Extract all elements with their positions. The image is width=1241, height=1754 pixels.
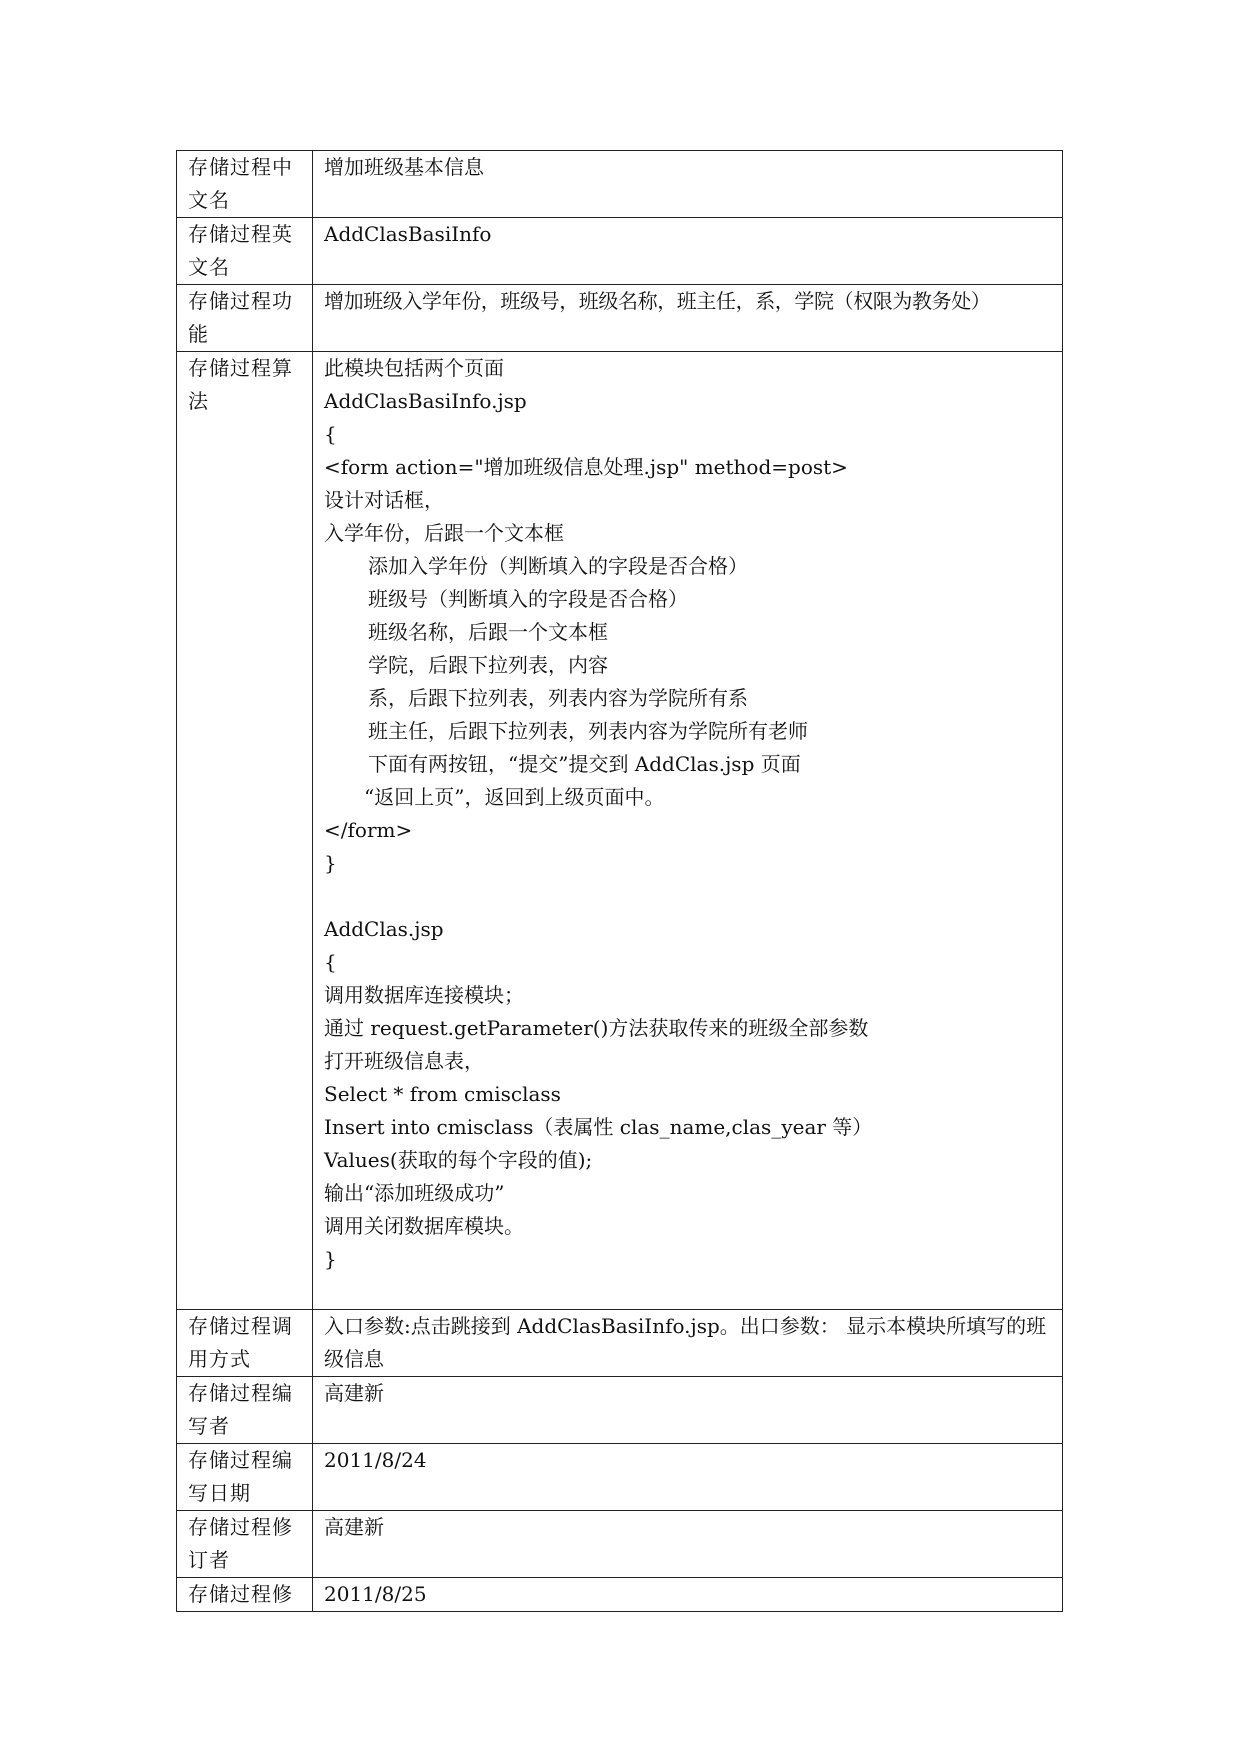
algorithm-line: 系，后跟下拉列表，列表内容为学院所有系 bbox=[368, 686, 748, 710]
table-row bbox=[177, 1578, 1063, 1612]
algorithm-line: Select * from cmisclass bbox=[324, 1082, 561, 1106]
algorithm-line: 班级名称，后跟一个文本框 bbox=[368, 620, 608, 644]
algorithm-line: 入学年份，后跟一个文本框 bbox=[324, 521, 564, 545]
algorithm-line: AddClasBasiInfo.jsp bbox=[324, 389, 527, 413]
algorithm-line: { bbox=[324, 422, 337, 446]
algorithm-line bbox=[324, 1276, 1055, 1309]
algorithm-cell bbox=[313, 352, 1063, 1310]
table-row bbox=[177, 1444, 1063, 1511]
algorithm-line: 此模块包括两个页面 bbox=[324, 356, 504, 380]
row-value: 2011/8/25 bbox=[313, 1578, 1063, 1612]
algorithm-line: 设计对话框， bbox=[324, 488, 444, 512]
algorithm-line: 打开班级信息表， bbox=[324, 1049, 484, 1073]
algorithm-line: Insert into cmisclass（表属性 clas_name,clas_year 等） bbox=[324, 1115, 873, 1139]
table-row bbox=[177, 218, 1063, 285]
row-label: 存储过程修 bbox=[177, 1578, 313, 1612]
table-row bbox=[177, 285, 1063, 352]
row-label: 存储过程英文名 bbox=[177, 218, 313, 285]
algorithm-line: <form action="增加班级信息处理.jsp" method=post> bbox=[324, 455, 848, 479]
algorithm-line: } bbox=[324, 851, 337, 875]
row-value: 增加班级入学年份，班级号，班级名称，班主任，系，学院（权限为教务处） bbox=[313, 285, 1063, 352]
algorithm-line: } bbox=[324, 1247, 337, 1271]
algorithm-line: 添加入学年份（判断填入的字段是否合格） bbox=[368, 554, 748, 578]
row-label: 存储过程编写日期 bbox=[177, 1444, 313, 1511]
table-row bbox=[177, 1310, 1063, 1377]
algorithm-line: Values(获取的每个字段的值); bbox=[324, 1148, 593, 1172]
algorithm-line: 输出“添加班级成功” bbox=[324, 1181, 505, 1205]
table-row bbox=[177, 1377, 1063, 1444]
algorithm-line: AddClas.jsp bbox=[324, 917, 444, 941]
algorithm-line: 班主任，后跟下拉列表，列表内容为学院所有老师 bbox=[368, 719, 808, 743]
row-label: 存储过程编写者 bbox=[177, 1377, 313, 1444]
algorithm-line: 通过 request.getParameter()方法获取传来的班级全部参数 bbox=[324, 1016, 869, 1040]
algorithm-line bbox=[324, 880, 1055, 913]
row-label: 存储过程功能 bbox=[177, 285, 313, 352]
procedure-spec-table bbox=[176, 150, 1063, 1612]
row-label: 存储过程中文名 bbox=[177, 151, 313, 218]
row-value: 高建新 bbox=[313, 1377, 1063, 1444]
algorithm-line: </form> bbox=[324, 818, 413, 842]
algorithm-line: 下面有两按钮，“提交”提交到 AddClas.jsp 页面 bbox=[368, 752, 801, 776]
algorithm-line: 调用数据库连接模块； bbox=[324, 983, 524, 1007]
table-row bbox=[177, 1511, 1063, 1578]
row-value: 入口参数:点击跳接到 AddClasBasiInfo.jsp。出口参数： 显示本模块所填写的班级信息 bbox=[313, 1310, 1063, 1377]
row-value: 高建新 bbox=[313, 1511, 1063, 1578]
table-row bbox=[177, 352, 1063, 1310]
row-value: 2011/8/24 bbox=[313, 1444, 1063, 1511]
algorithm-line: “返回上页”，返回到上级页面中。 bbox=[364, 785, 665, 809]
row-label: 存储过程调用方式 bbox=[177, 1310, 313, 1377]
row-label: 存储过程算法 bbox=[177, 352, 313, 1310]
row-label: 存储过程修订者 bbox=[177, 1511, 313, 1578]
row-value: 增加班级基本信息 bbox=[313, 151, 1063, 218]
algorithm-line: 调用关闭数据库模块。 bbox=[324, 1214, 524, 1238]
algorithm-line: 班级号（判断填入的字段是否合格） bbox=[368, 587, 688, 611]
table-row bbox=[177, 151, 1063, 218]
row-value: AddClasBasiInfo bbox=[313, 218, 1063, 285]
algorithm-line: { bbox=[324, 950, 337, 974]
algorithm-line: 学院，后跟下拉列表，内容 bbox=[368, 653, 608, 677]
